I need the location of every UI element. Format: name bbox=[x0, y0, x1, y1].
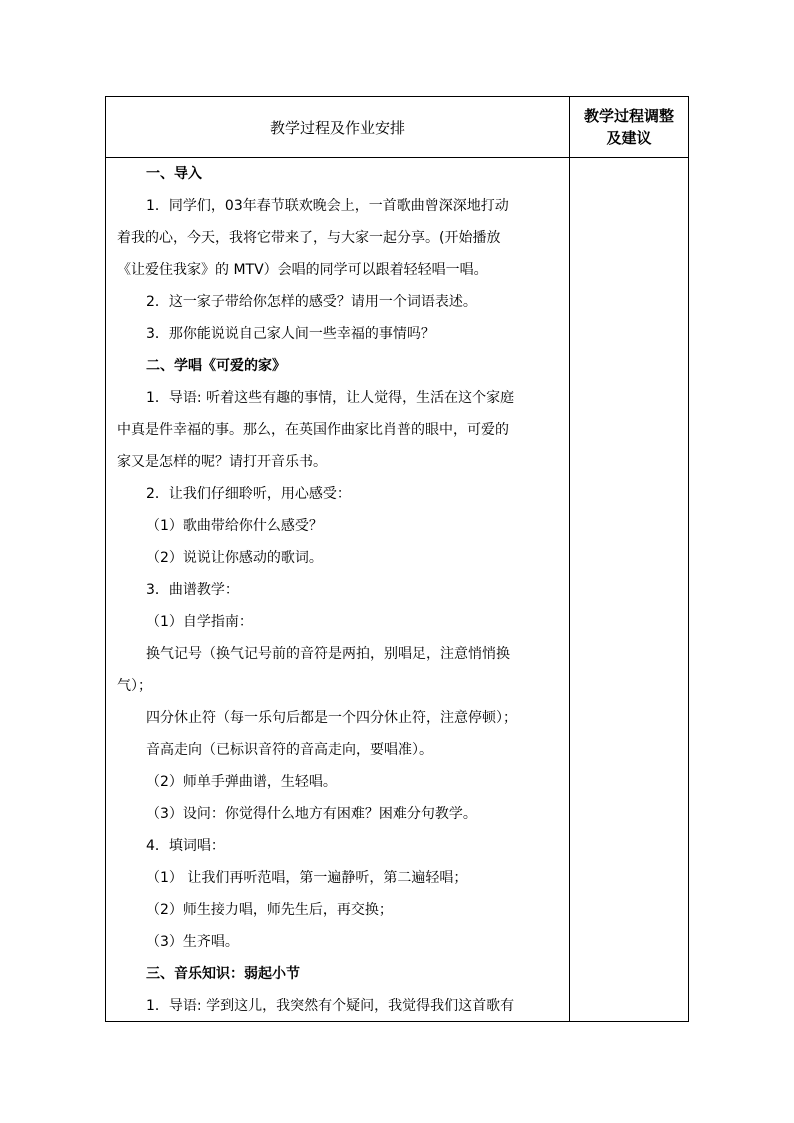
paragraph-line: 中真是件幸福的事。那么，在英国作曲家比肖普的眼中，可爱的 bbox=[117, 422, 509, 438]
paragraph-line: （2）师单手弹曲谱，生轻唱。 bbox=[146, 774, 337, 790]
paragraph-line: 《让爱住我家》的 MTV）会唱的同学可以跟着轻轻唱一唱。 bbox=[117, 262, 488, 278]
paragraph-line: 3．那你能说说自己家人间一些幸福的事情吗？ bbox=[146, 326, 435, 342]
section-heading: 一、导入 bbox=[146, 166, 202, 182]
paragraph-line: （1）歌曲带给你什么感受？ bbox=[146, 518, 323, 534]
header-adjustment-line2: 及建议 bbox=[606, 129, 652, 147]
paragraph-line: 家又是怎样的呢？请打开音乐书。 bbox=[117, 454, 327, 470]
paragraph-line: 换气记号（换气记号前的音符是两拍，别唱足，注意悄悄换 bbox=[146, 646, 510, 662]
paragraph-line: （3）设问：你觉得什么地方有困难？困难分句教学。 bbox=[146, 806, 477, 822]
paragraph-line: 2．这一家子带给你怎样的感受？请用一个词语表述。 bbox=[146, 294, 477, 310]
paragraph-line: 1．导语: 听着这些有趣的事情，让人觉得，生活在这个家庭 bbox=[146, 390, 515, 406]
section-heading: 二、学唱《可爱的家》 bbox=[146, 358, 286, 374]
paragraph-line: （1） 让我们再听范唱，第一遍静听，第二遍轻唱； bbox=[146, 870, 468, 886]
paragraph-line: 气）； bbox=[117, 678, 152, 694]
column-divider bbox=[569, 97, 570, 1021]
paragraph-line: 4．填词唱： bbox=[146, 838, 225, 854]
paragraph-line: 2．让我们仔细聆听，用心感受： bbox=[146, 486, 351, 502]
paragraph-line: 音高走向（已标识音符的音高走向，要唱准）。 bbox=[146, 742, 433, 758]
paragraph-line: （2）师生接力唱，师先生后，再交换； bbox=[146, 902, 393, 918]
header-adjustment-suggestions bbox=[570, 97, 688, 157]
paragraph-line: 1．同学们，03年春节联欢晚会上，一首歌曲曾深深地打动 bbox=[146, 198, 509, 214]
header-teaching-process bbox=[106, 97, 569, 157]
paragraph-line: （3）生齐唱。 bbox=[146, 934, 239, 950]
teaching-process-content bbox=[117, 165, 564, 1029]
section-heading: 三、音乐知识：弱起小节 bbox=[146, 966, 300, 982]
paragraph-line: 四分休止符（每一乐句后都是一个四分休止符，注意停顿）； bbox=[146, 710, 517, 726]
paragraph-line: 着我的心，今天，我将它带来了，与大家一起分享。(开始播放 bbox=[117, 230, 501, 246]
lesson-plan-table bbox=[105, 96, 689, 1022]
paragraph-line: （2）说说让你感动的歌词。 bbox=[146, 550, 323, 566]
paragraph-line: （1）自学指南： bbox=[146, 614, 253, 630]
paragraph-line: 1．导语: 学到这儿，我突然有个疑问，我觉得我们这首歌有 bbox=[146, 998, 515, 1014]
header-divider bbox=[106, 157, 688, 158]
header-teaching-process-label: 教学过程及作业安排 bbox=[269, 118, 405, 137]
paragraph-line: 3．曲谱教学： bbox=[146, 582, 239, 598]
header-adjustment-line1: 教学过程调整 bbox=[583, 107, 674, 125]
